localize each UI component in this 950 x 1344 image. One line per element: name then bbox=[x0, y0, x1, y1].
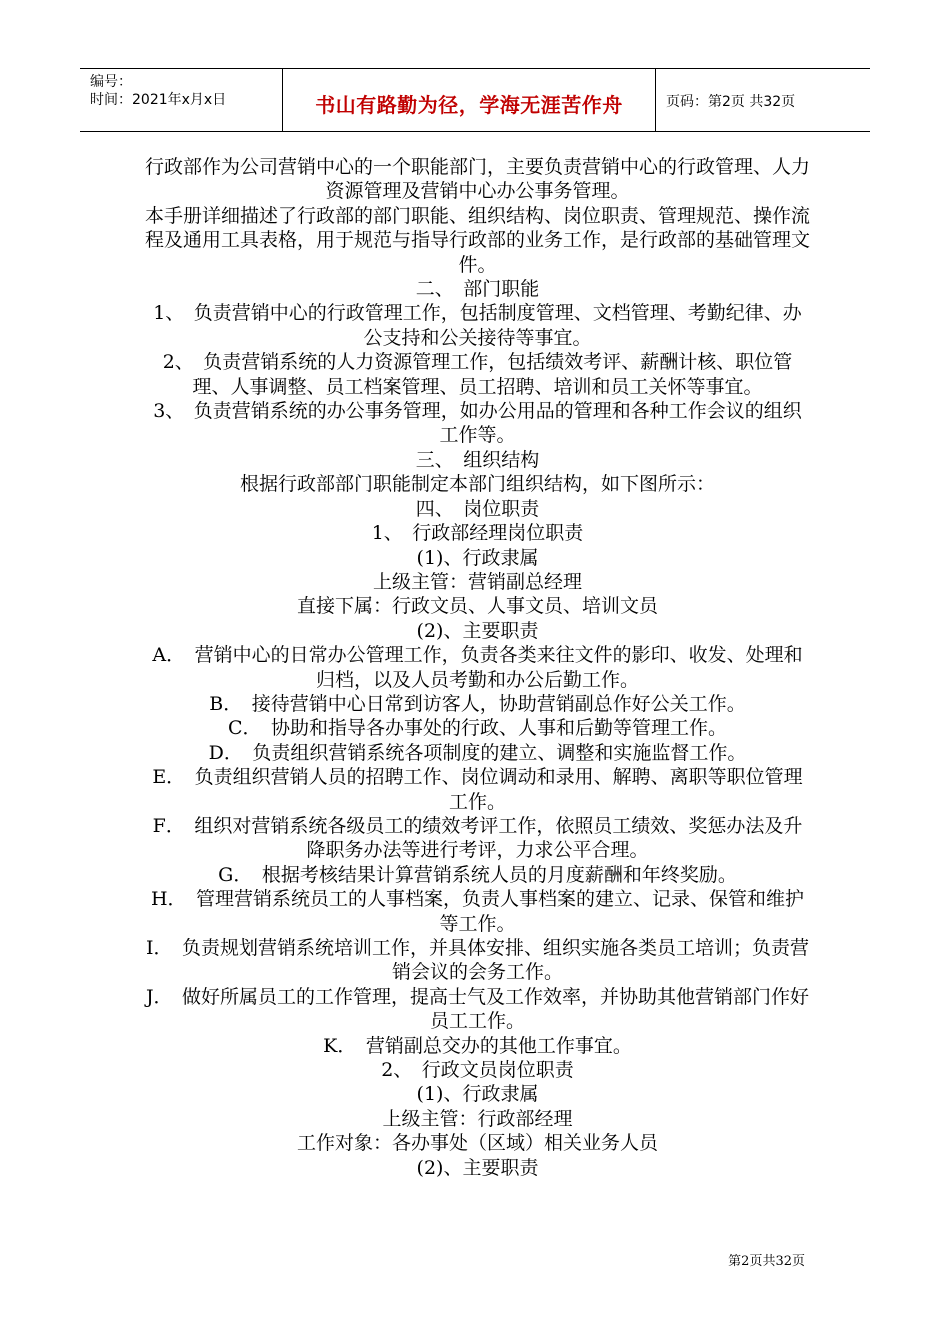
body-paragraph: 本手册详细描述了行政部的部门职能、组织结构、岗位职责、管理规范、操作流程及通用工具表格，用于规范与指导行政部的业务工作，是行政部的基础管理文件。 bbox=[145, 204, 811, 276]
body-paragraph: D． 负责组织营销系统各项制度的建立、调整和实施监督工作。 bbox=[208, 741, 747, 764]
serial-number-label: 编号： bbox=[90, 74, 132, 90]
header-meta-cell bbox=[80, 69, 283, 131]
body-paragraph: K． 营销副总交办的其他工作事宜。 bbox=[323, 1034, 632, 1057]
body-paragraph: I． 负责规划营销系统培训工作，并具体安排、组织实施各类员工培训；负责营销会议的会务工作。 bbox=[145, 937, 809, 984]
body-paragraph: 1、 负责营销中心的行政管理工作，包括制度管理、文档管理、考勤纪律、办公支持和公关接待等事宜。 bbox=[153, 302, 802, 349]
body-paragraph: (2)、主要职责 bbox=[416, 1156, 539, 1179]
body-paragraph: E． 负责组织营销人员的招聘工作、岗位调动和录用、解聘、离职等职位管理工作。 bbox=[152, 766, 803, 813]
body-paragraph: 二、 部门职能 bbox=[415, 278, 540, 301]
body-paragraph: (1)、行政隶属 bbox=[416, 1083, 539, 1106]
body-paragraph: 行政部作为公司营销中心的一个职能部门，主要负责营销中心的行政管理、人力资源管理及营销中心办公事务管理。 bbox=[145, 156, 811, 203]
body-paragraph: F． 组织对营销系统各级员工的绩效考评工作，依照员工绩效、奖惩办法及升降职务办法等进行考评，力求公平合理。 bbox=[152, 814, 803, 862]
body-paragraph: (2)、主要职责 bbox=[416, 619, 539, 642]
body-paragraph: (1)、行政隶属 bbox=[416, 546, 539, 569]
body-paragraph: B． 接待营销中心日常到访客人，协助营销副总作好公关工作。 bbox=[209, 692, 746, 715]
body-paragraph: H． 管理营销系统员工的人事档案，负责人事档案的建立、记录、保管和维护等工作。 bbox=[150, 888, 805, 935]
body-paragraph: 2、 负责营销系统的人力资源管理工作，包括绩效考评、薪酬计核、职位管理、人事调整、员工档案管理、员工招聘、培训和员工关怀等事宜。 bbox=[162, 351, 793, 398]
body-paragraph: 四、 岗位职责 bbox=[415, 497, 540, 520]
header-motto-cell bbox=[283, 69, 656, 131]
body-paragraph: 直接下属：行政文员、人事文员、培训文员 bbox=[296, 595, 658, 618]
body-paragraph: J． 做好所属员工的工作管理，提高士气及工作效率，并协助其他营销部门作好员工工作。 bbox=[145, 985, 810, 1033]
body-paragraph: 上级主管：行政部经理 bbox=[382, 1107, 573, 1130]
header-page-number: 页码：第2页 共32页 bbox=[666, 94, 796, 110]
body-paragraph: 三、 组织结构 bbox=[415, 448, 540, 471]
body-paragraph: G． 根据考核结果计算营销系统人员的月度薪酬和年终奖励。 bbox=[218, 863, 737, 886]
body-paragraph: 上级主管：营销副总经理 bbox=[372, 570, 582, 593]
document-body bbox=[145, 155, 810, 1180]
body-paragraph: C． 协助和指导各办事处的行政、人事和后勤等管理工作。 bbox=[227, 717, 728, 740]
header-page-cell bbox=[656, 69, 870, 131]
body-paragraph: A． 营销中心的日常办公管理工作，负责各类来往文件的影印、收发、处理和归档，以及人员考勤和办公后勤工作。 bbox=[152, 644, 803, 691]
body-paragraph: 根据行政部部门职能制定本部门组织结构，如下图所示： bbox=[239, 473, 715, 496]
body-paragraph: 1、 行政部经理岗位职责 bbox=[371, 522, 584, 545]
body-paragraph: 2、 行政文员岗位职责 bbox=[381, 1059, 574, 1082]
page-header bbox=[80, 68, 870, 132]
date-label: 时间：2021年x月x日 bbox=[90, 92, 227, 108]
body-paragraph: 3、 负责营销系统的办公事务管理，如办公用品的管理和各种工作会议的组织工作等。 bbox=[153, 400, 802, 447]
page-footer-number: 第2页共32页 bbox=[728, 1254, 805, 1269]
body-paragraph: 工作对象：各办事处（区域）相关业务人员 bbox=[296, 1132, 658, 1155]
header-motto: 书山有路勤为径，学海无涯苦作舟 bbox=[315, 93, 623, 117]
